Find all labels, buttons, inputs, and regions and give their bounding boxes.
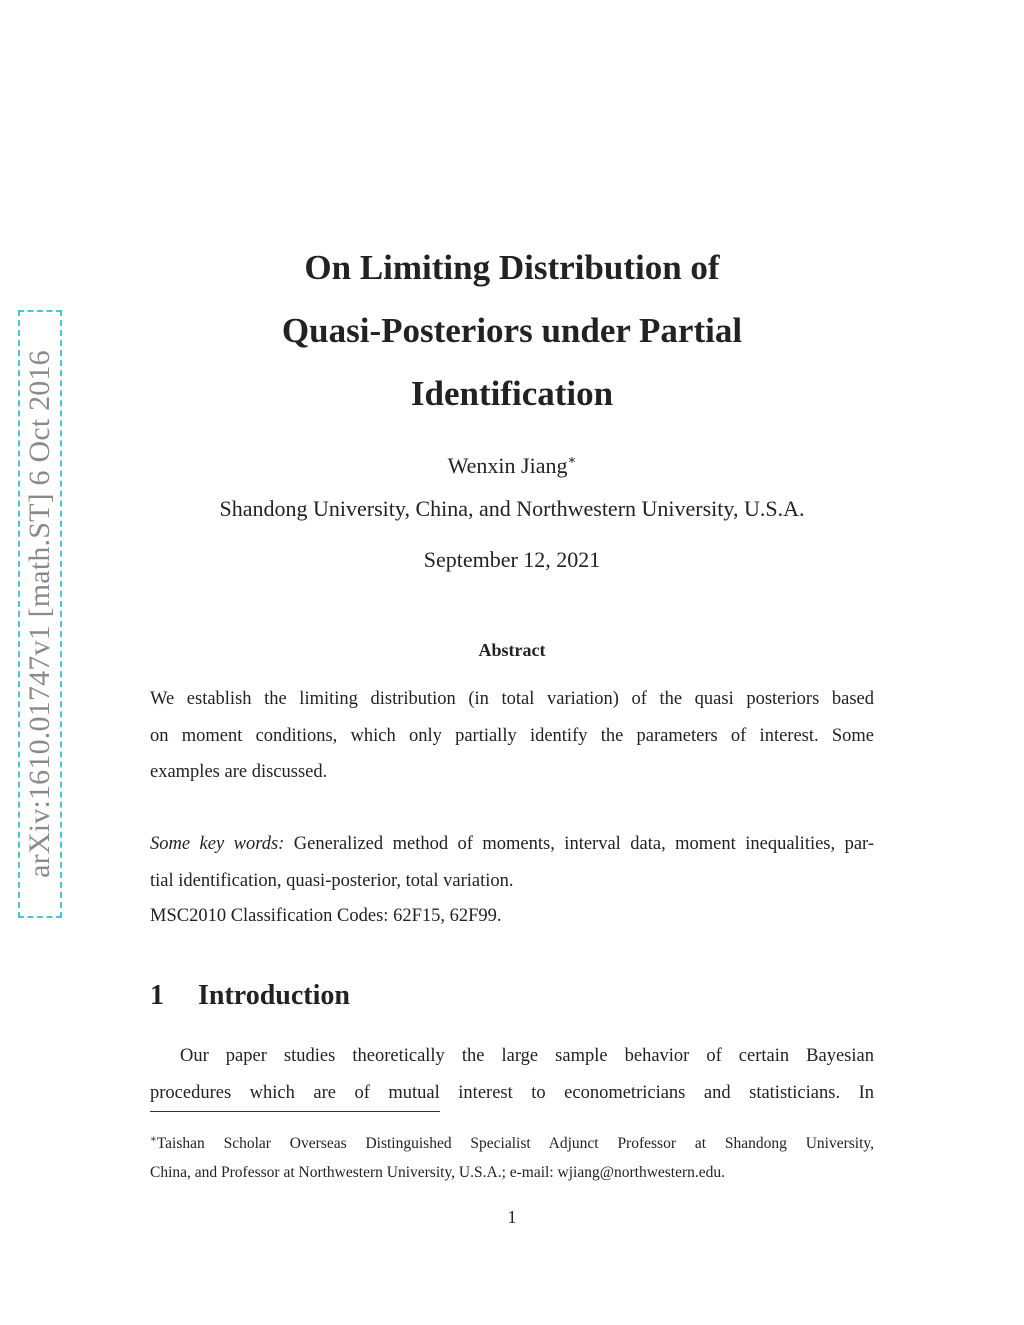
- footnote-marker: ∗: [150, 1134, 157, 1145]
- footnote-line-1: [150, 1125, 874, 1158]
- author-affiliation: Shandong University, China, and Northwestern University, U.S.A.: [219, 496, 805, 521]
- paper-date: September 12, 2021: [423, 547, 601, 572]
- author-name: Wenxin Jiang: [447, 453, 568, 478]
- footnote-text-2: China, and Professor at Northwestern University, U.S.A.; e-mail: wjiang@northwestern.edu.: [150, 1164, 726, 1181]
- footnote: [150, 1125, 874, 1187]
- keywords-label: Some key words:: [150, 834, 285, 854]
- abstract-line: examples are discussed.: [150, 762, 328, 782]
- msc-text: MSC2010 Classification Codes: 62F15, 62F99.: [150, 906, 502, 926]
- arxiv-stamp: [18, 310, 62, 918]
- abstract-line: We establish the limiting distribution (in total variation) of the quasi posteriors based: [150, 689, 874, 709]
- title-line-3: Identification: [410, 374, 614, 413]
- abstract-line: on moment conditions, which only partially identify the parameters of interest. Some: [150, 725, 874, 746]
- author: [120, 452, 904, 479]
- arxiv-identifier: arXiv:1610.01747v1 [math.ST] 6 Oct 2016: [23, 350, 57, 878]
- title-line-2: Quasi-Posteriors under Partial: [281, 311, 743, 350]
- keywords: [150, 826, 874, 899]
- footnote-text-1: Taishan Scholar Overseas Distinguished Specialist Adjunct Professor at Shandong University,: [156, 1135, 874, 1152]
- section-heading-introduction: [150, 980, 350, 1012]
- keywords-line-1: [150, 826, 874, 863]
- msc-codes: [150, 898, 874, 935]
- abstract-body: [150, 681, 874, 791]
- paper-title: [160, 236, 864, 425]
- title-line-1: On Limiting Distribution of: [304, 248, 720, 287]
- keywords-text-1: Generalized method of moments, interval data, moment inequalities, par-: [293, 834, 874, 854]
- section-title: Introduction: [198, 980, 350, 1011]
- abstract-heading: Abstract: [478, 640, 546, 660]
- intro-line: Our paper studies theoretically the large sample behavior of certain Bayesian: [180, 1046, 874, 1066]
- footnote-divider: [150, 1111, 440, 1112]
- section-number: 1: [150, 980, 164, 1011]
- author-footnote-marker: ∗: [567, 452, 577, 467]
- page-number: 1: [507, 1207, 517, 1227]
- introduction-body: [150, 1038, 874, 1111]
- intro-line: procedures which are of mutual interest to econometricians and statisticians. In: [150, 1082, 874, 1103]
- keywords-text-2: tial identification, quasi-posterior, total variation.: [150, 870, 514, 891]
